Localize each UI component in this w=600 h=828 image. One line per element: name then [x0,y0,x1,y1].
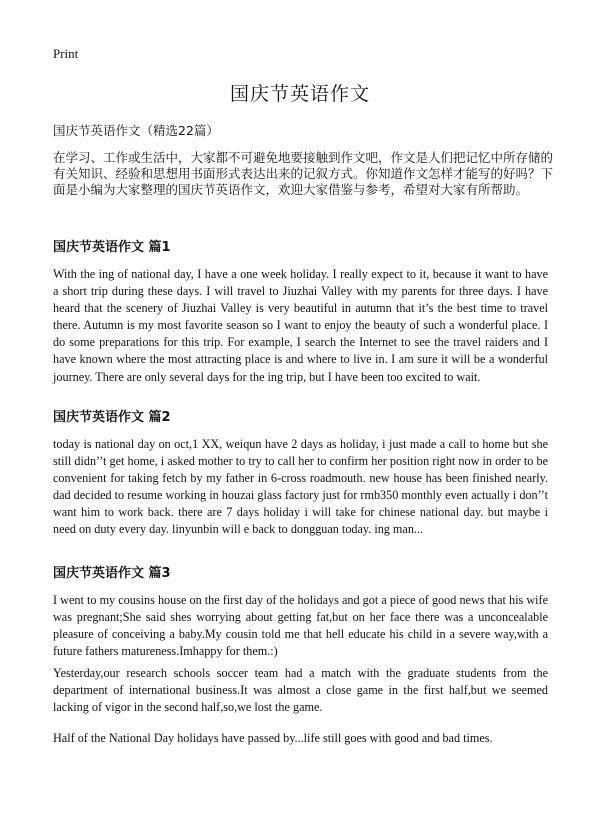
section-3-paragraph-2: Yesterday,our research schools soccer team had a match with the graduate students from the department of international business.It was almost a close game in the first half,but we seemed lacking of vigor in the second half,so,we lost the game. [53,666,548,715]
print-link[interactable]: Print [53,46,79,61]
section-1-paragraph-1: With the ing of national day, I have a one week holiday. I really expect to it, because it want to have a short trip during these days. I will travel to Jiuzhai Valley with my parents for three days. I have heard that the scenery of Jiuzhai Valley is very beautiful in autumn that it’s the best time to travel there. Autumn is my most favorite season so I want to enjoy the beauty of such a wonderful place. I do some preparations for this trip. For example, I search the Internet to see the travel raiders and I have known where the most attracting place is and where to live in. I am sure it will be a wonderful journey. There are only several days for the ing trip, but I have been too excited to wait. [53,267,548,384]
section-heading-3: 国庆节英语作文 篇3 [53,566,171,581]
section-heading-2: 国庆节英语作文 篇2 [53,410,171,425]
section-2-paragraph-1: today is national day on oct,1 XX, weiqun have 2 days as holiday, i just made a call to home but she still didn’’t get home, i asked mother to try to call her to confirm her position right now in order to be convenient for taking fetch by my father in 6-cross roadmouth. new house has been finished nearly. dad decided to resume working in houzai glass factory just for rmb350 monthly even actually i don’’t want him to work back. there are 7 days holiday i will take for chinese national day. but maybe i need on duty every day. linyunbin will e back to dongguan today. ing man... [53,437,548,537]
intro-paragraph: 在学习、工作或生活中，大家都不可避免地要接触到作文吧，作文是人们把记忆中所存储的有关知识、经验和思想用书面形式表达出来的记叙方式。你知道作文怎样才能写的好吗？下面是小编为大家整理的国庆节英语作文，欢迎大家借鉴与参考，希望对大家有所帮助。 [53,150,554,197]
page-subtitle: 国庆节英语作文（精选22篇） [53,123,219,138]
section-3-paragraph-3: Half of the National Day holidays have passed by...life still goes with good and bad times. [53,731,493,745]
section-3-paragraph-1: I went to my cousins house on the first day of the holidays and got a piece of good news that his wife was pregnant;She said shes worrying about getting fat,but on her face there was a unconcealable pleasure of conceiving a baby.My cousin told me that hell educate his child in a severe way,with a future fathers matureness.Imhappy for them.:) [53,593,548,659]
page-title: 国庆节英语作文 [229,83,370,105]
section-heading-1: 国庆节英语作文 篇1 [53,240,171,255]
